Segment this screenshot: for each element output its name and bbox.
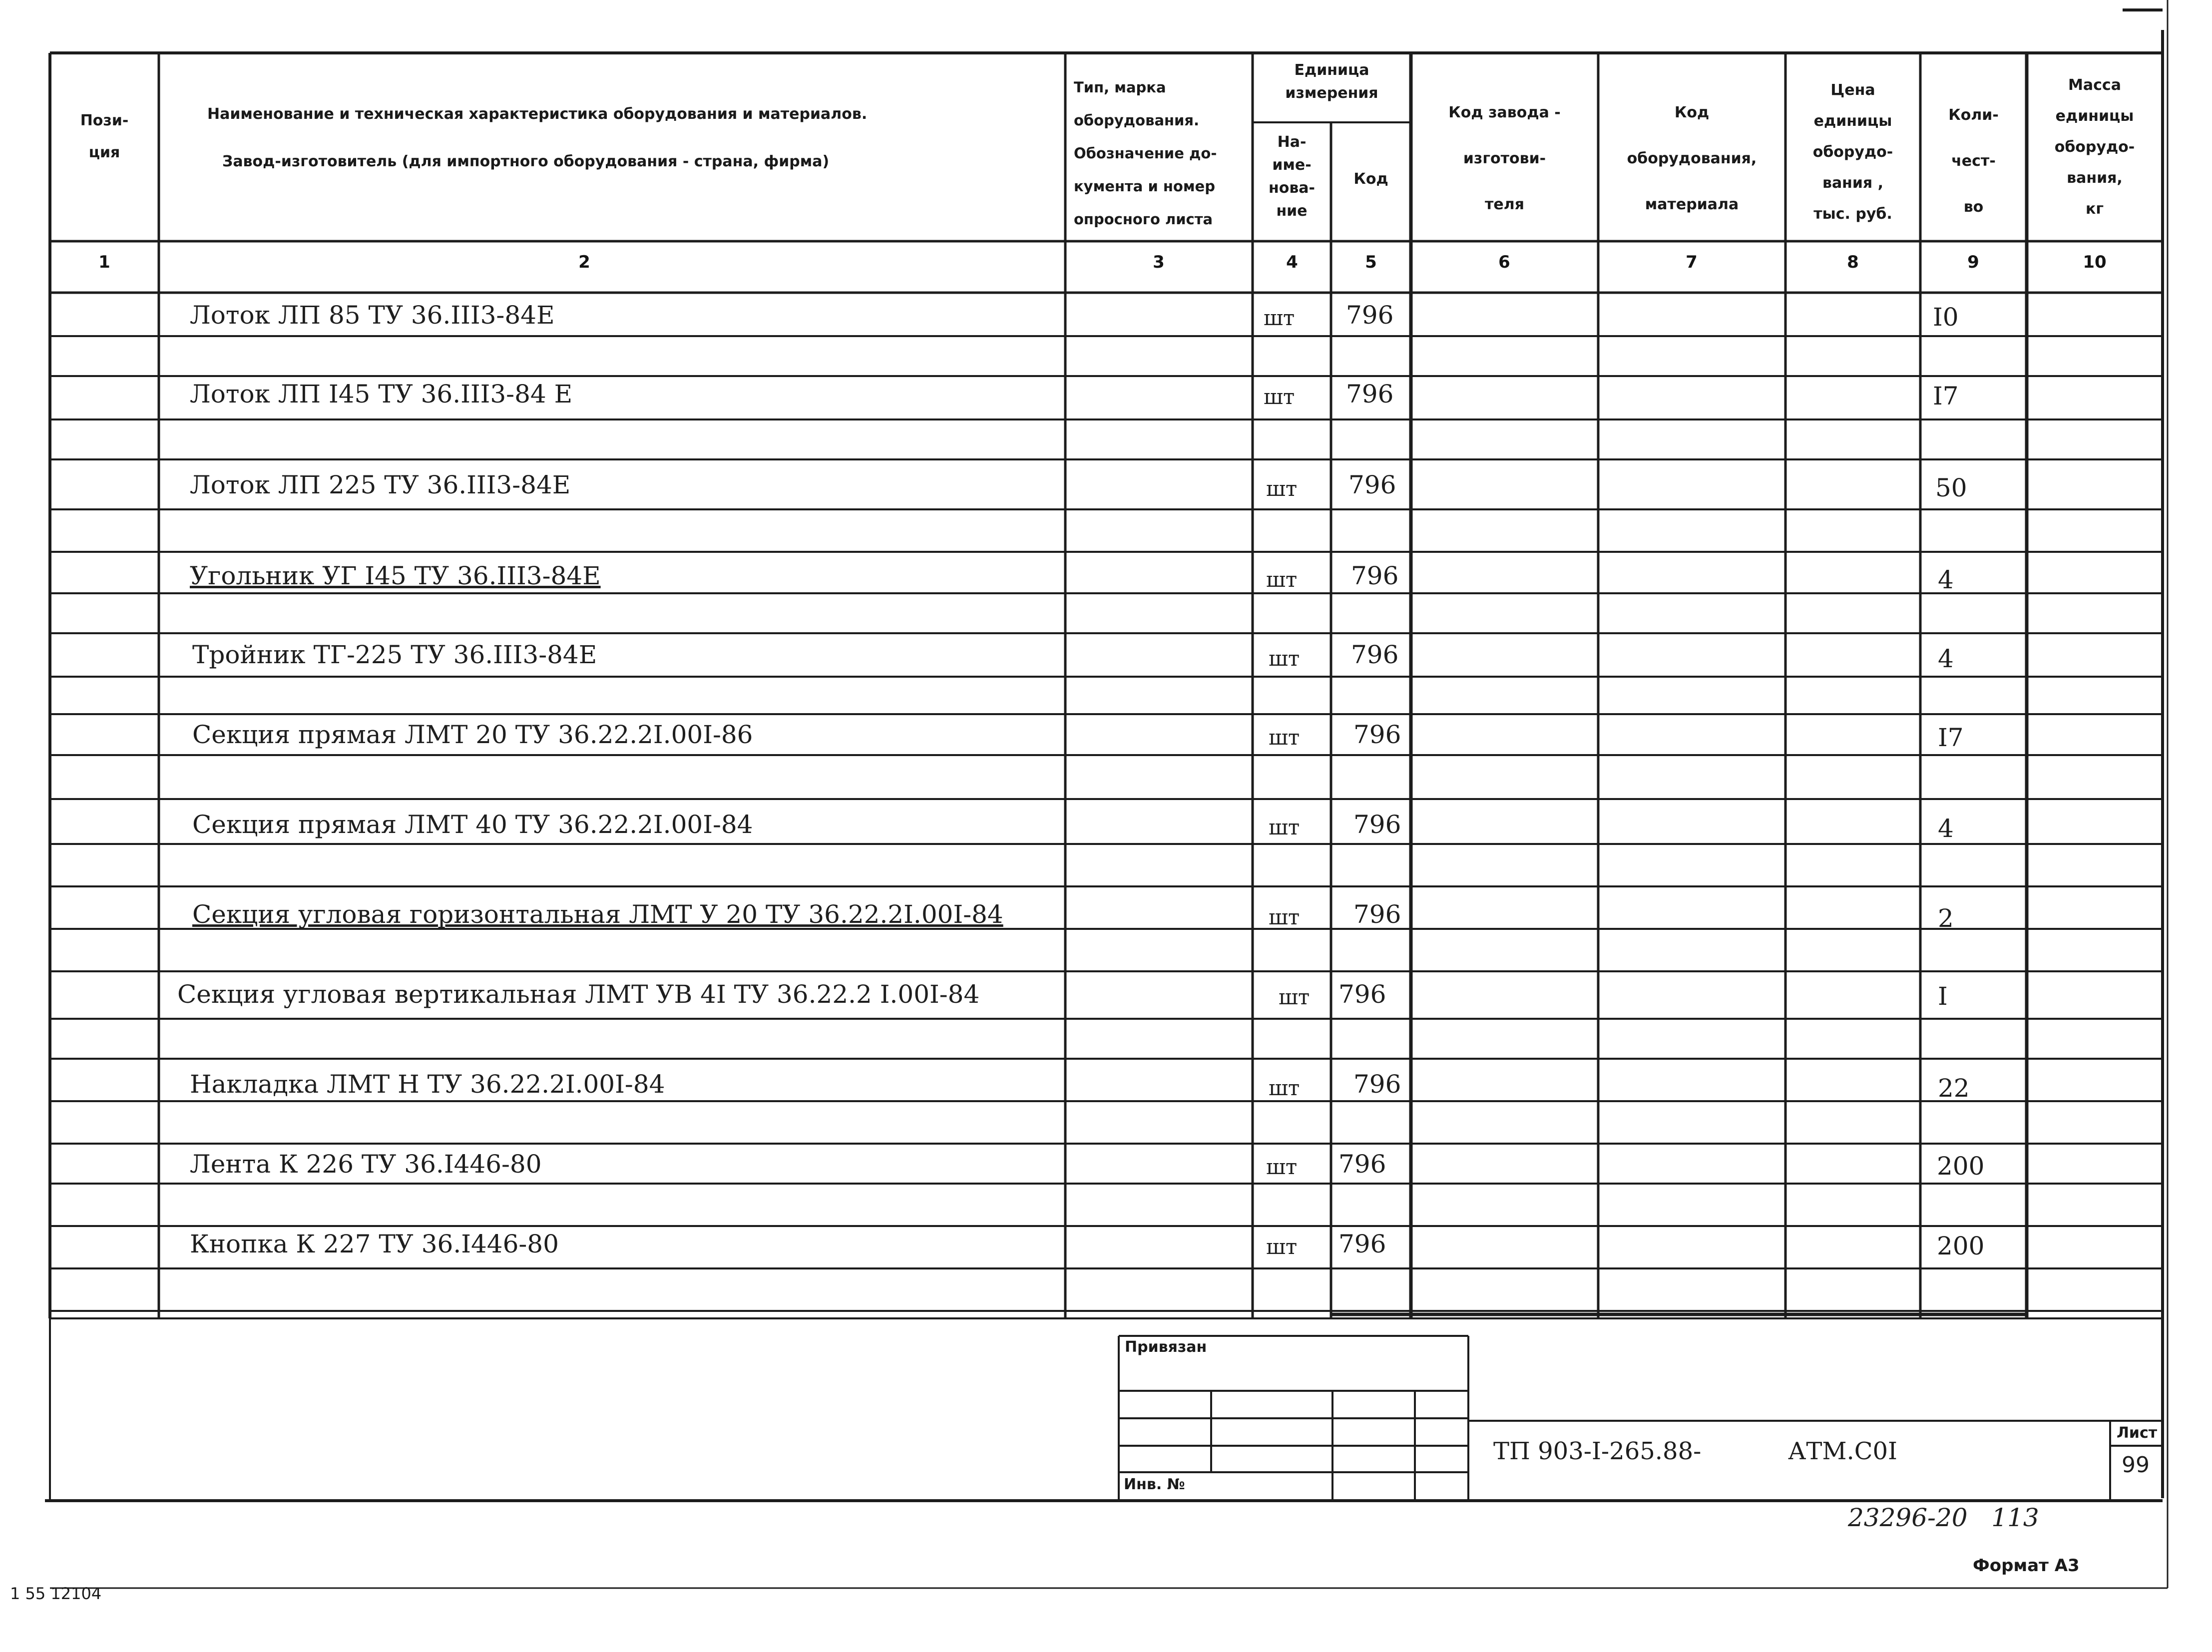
row-1-name: Лоток ЛП 85 ТУ 36.III3-84Е — [190, 301, 555, 330]
header-name-line1: Наименование и техническая характеристика оборудования и материалов. — [207, 105, 868, 123]
row-4-name: Угольник УГ I45 ТУ 36.III3-84Е — [190, 561, 601, 590]
row-8-unit: шт — [1269, 905, 1300, 929]
row-10-unit: шт — [1269, 1076, 1300, 1100]
row-3-qty: 50 — [1935, 473, 1967, 502]
row-10-qty: 22 — [1938, 1074, 1970, 1103]
column-number-10: 10 — [2083, 252, 2107, 272]
column-number-6: 6 — [1498, 252, 1510, 272]
header-price: Цена единицы оборудо- вания , тыс. руб. — [1812, 81, 1893, 223]
row-11-qty: 200 — [1937, 1152, 1985, 1181]
row-6-code: 796 — [1353, 720, 1401, 749]
sheet-label: Лист — [2117, 1424, 2158, 1442]
row-9-unit: шт — [1279, 985, 1310, 1009]
row-2-name: Лоток ЛП I45 ТУ 36.III3-84 Е — [190, 380, 573, 409]
row-12-qty: 200 — [1937, 1232, 1985, 1260]
row-9-code: 796 — [1338, 980, 1386, 1009]
row-1-qty: I0 — [1933, 303, 1959, 332]
row-4-qty: 4 — [1938, 565, 1954, 594]
header-mass: Масса единицы оборудо- вания, кг — [2054, 76, 2135, 218]
row-6-qty: I7 — [1938, 723, 1964, 752]
stamp-inv-no: Инв. № — [1124, 1476, 1185, 1493]
row-8-qty: 2 — [1938, 904, 1954, 933]
row-5-code: 796 — [1351, 640, 1399, 669]
row-11-unit: шт — [1266, 1155, 1298, 1179]
row-2-qty: I7 — [1933, 382, 1959, 411]
row-12-name: Кнопка К 227 ТУ 36.I446-80 — [190, 1230, 559, 1258]
row-7-unit: шт — [1269, 815, 1300, 839]
row-9-qty: I — [1938, 982, 1948, 1011]
row-10-code: 796 — [1353, 1070, 1401, 1099]
header-unit-code: Код — [1353, 170, 1388, 188]
header-type: Тип, марка оборудования. Обозначение до- кумента и номер опросного листа — [1074, 79, 1217, 228]
row-5-unit: шт — [1269, 646, 1300, 671]
row-12-unit: шт — [1266, 1235, 1298, 1259]
header-quantity: Коли- чест- во — [1948, 106, 1999, 216]
header-unit: Единица измерения — [1285, 61, 1378, 102]
row-6-name: Секция прямая ЛМТ 20 ТУ 36.22.2I.00I-86 — [192, 720, 753, 749]
row-11-name: Лента К 226 ТУ 36.I446-80 — [190, 1150, 542, 1179]
column-number-3: 3 — [1153, 252, 1165, 272]
column-number-9: 9 — [1967, 252, 1979, 272]
row-8-code: 796 — [1353, 900, 1401, 929]
doc-suffix: АТМ.С0I — [1788, 1437, 1897, 1465]
row-3-code: 796 — [1348, 470, 1396, 499]
row-6-unit: шт — [1269, 725, 1300, 750]
row-7-qty: 4 — [1938, 814, 1954, 843]
row-1-code: 796 — [1346, 301, 1394, 330]
row-11-code: 796 — [1338, 1150, 1386, 1179]
row-9-name: Секция угловая вертикальная ЛМТ УВ 4I ТУ 36.22.2 I.00I-84 — [177, 980, 980, 1009]
column-number-8: 8 — [1847, 252, 1859, 272]
doc-code: ТП 903-I-265.88- — [1493, 1437, 1702, 1465]
column-number-2: 2 — [578, 252, 590, 272]
sheet-number: 99 — [2122, 1452, 2150, 1478]
row-3-unit: шт — [1266, 476, 1298, 501]
row-2-unit: шт — [1264, 385, 1295, 409]
header-factory-code: Код завода - изготови- теля — [1448, 104, 1561, 213]
header-position: Пози- ция — [80, 112, 129, 161]
column-number-7: 7 — [1686, 252, 1698, 272]
row-7-code: 796 — [1353, 810, 1401, 839]
format-label: Формат А3 — [1973, 1556, 2080, 1576]
column-number-5: 5 — [1365, 252, 1377, 272]
header-name-line2: Завод-изготовитель (для импортного оборудования - страна, фирма) — [222, 153, 830, 170]
row-10-name: Накладка ЛМТ Н ТУ 36.22.2I.00I-84 — [190, 1070, 665, 1099]
header-unit-name: На- име- нова- ние — [1268, 133, 1316, 220]
row-5-qty: 4 — [1938, 644, 1954, 673]
row-4-code: 796 — [1351, 561, 1399, 590]
header-equipment-code: Код оборудования, материала — [1627, 104, 1757, 213]
row-2-code: 796 — [1346, 380, 1394, 409]
row-7-name: Секция прямая ЛМТ 40 ТУ 36.22.2I.00I-84 — [192, 810, 753, 839]
row-12-code: 796 — [1338, 1230, 1386, 1258]
row-4-unit: шт — [1266, 567, 1298, 592]
row-3-name: Лоток ЛП 225 ТУ 36.III3-84Е — [190, 470, 571, 499]
row-5-name: Тройник ТГ-225 ТУ 36.III3-84Е — [192, 640, 597, 669]
column-number-4: 4 — [1286, 252, 1298, 272]
row-1-unit: шт — [1264, 306, 1295, 330]
handwritten-number: 23296-20 113 — [1848, 1503, 2039, 1532]
stamp-privyazan: Привязан — [1125, 1338, 1207, 1356]
corner-code: 1 55 12104 — [10, 1584, 102, 1603]
row-8-name: Секция угловая горизонтальная ЛМТ У 20 ТУ 36.22.2I.00I-84 — [192, 900, 1003, 929]
column-number-1: 1 — [98, 252, 110, 272]
